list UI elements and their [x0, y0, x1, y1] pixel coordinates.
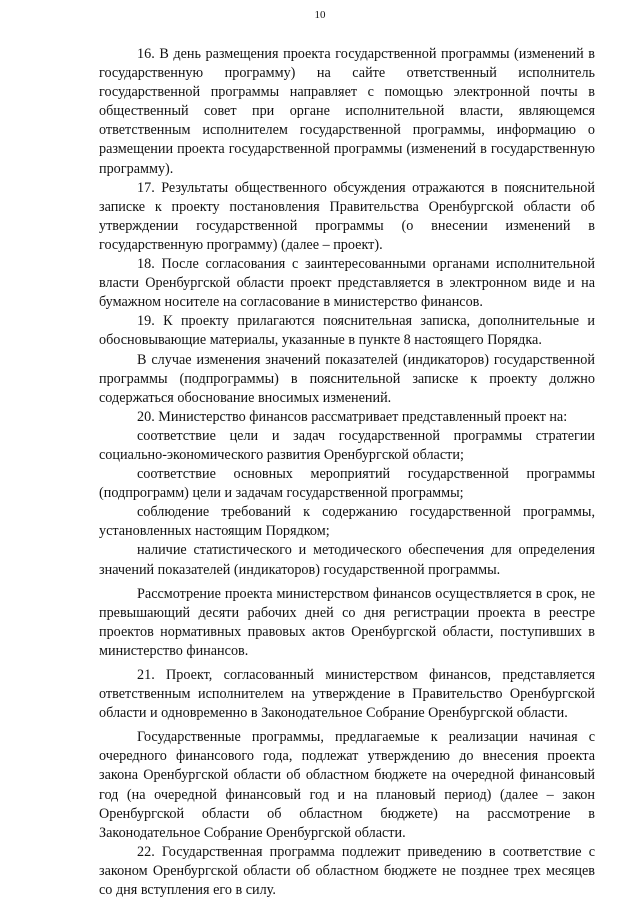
paragraph-19: 19. К проекту прилагаются пояснительная записка, дополнительные и обосновывающие материалы, указанные в пункте 8 настоящего Порядка.	[99, 313, 595, 349]
paragraph-20-review-term: Рассмотрение проекта министерством финансов осуществляется в срок, не превышающий десяти рабочих дней со дня регистрации проекта в реестре проектов нормативных правовых актов Оренбургской области, поступивших в министерство финансов.	[99, 585, 595, 659]
paragraph-18: 18. После согласования с заинтересованными органами исполнительной власти Оренбургской области проект представляется в электронном виде и на бумажном носителе на согласование в министерство финансов.	[99, 256, 595, 311]
paragraph-19-indicators-change: В случае изменения значений показателей (индикаторов) государственной программы (подпрограммы) в пояснительной записке к проекту должно содержаться обоснование вносимых изменений.	[99, 351, 595, 406]
paragraph-17: 17. Результаты общественного обсуждения отражаются в пояснительной записке к проекту постановления Правительства Оренбургской области об утверждении государственной программы (о внесении изменений в государственную программу) (далее – проект).	[99, 179, 595, 253]
paragraph-21: 21. Проект, согласованный министерством финансов, представляется ответственным исполнителем на утверждение в Правительство Оренбургской области и одновременно в Законодательное Собрание Оренбургской области.	[99, 667, 595, 722]
page-number: 10	[314, 9, 326, 21]
paragraph-20-item-activities: соответствие основных мероприятий государственной программы (подпрограмм) цели и задачам государственной программы;	[99, 466, 595, 502]
paragraph-20-item-strategy: соответствие цели и задач государственной программы стратегии социально-экономического развития Оренбургской области;	[99, 427, 595, 463]
paragraph-20: 20. Министерство финансов рассматривает представленный проект на:	[137, 408, 568, 425]
document-body	[99, 45, 595, 900]
paragraph-21-approval-deadline: Государственные программы, предлагаемые к реализации начиная с очередного финансового года, подлежат утверждению до внесения проекта закона Оренбургской области об областном бюджете на очередной финансовый год (на очередной финансовый год и на плановый период) (далее – закон Оренбургской области об областном бюджете) на рассмотрение в Законодательное Собрание Оренбургской области.	[99, 729, 595, 841]
paragraph-16: 16. В день размещения проекта государственной программы (изменений в государственную программу) на сайте ответственный исполнитель государственной программы направляет с помощью электронной почты в общественный совет при органе исполнительной власти, являющемся ответственным исполнителем государственной программы, информацию о размещении проекта государственной программы (изменений в государственную программу).	[99, 46, 595, 177]
paragraph-20-item-statistics: наличие статистического и методического обеспечения для определения значений показателей (индикаторов) государственной программы.	[99, 542, 595, 578]
paragraph-22: 22. Государственная программа подлежит приведению в соответствие с законом Оренбургской области об областном бюджете не позднее трех месяцев со дня вступления его в силу.	[99, 843, 595, 899]
paragraph-20-item-requirements: соблюдение требований к содержанию государственной программы, установленных настоящим Порядком;	[99, 504, 595, 540]
